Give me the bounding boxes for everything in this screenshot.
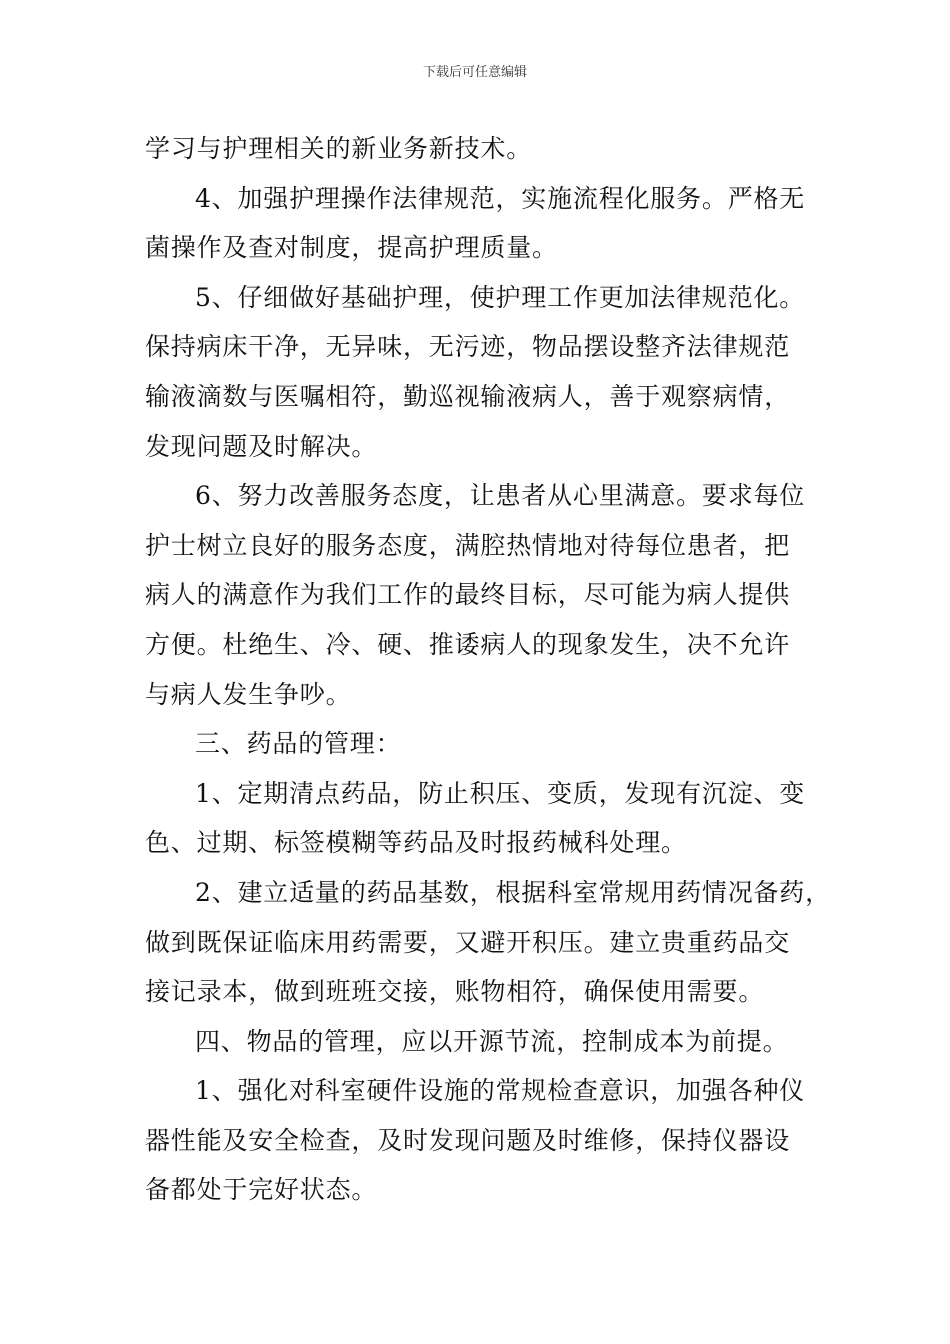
text-line: 1、强化对科室硬件设施的常规检查意识，加强各种仪	[195, 1076, 806, 1106]
section-heading: 四、物品的管理，应以开源节流，控制成本为前提。	[195, 1026, 789, 1056]
text-line: 接记录本，做到班班交接，账物相符，确保使用需要。	[145, 977, 765, 1007]
text-line: 病人的满意作为我们工作的最终目标，尽可能为病人提供	[145, 580, 791, 610]
section-heading: 三、药品的管理：	[195, 729, 402, 759]
text-line: 输液滴数与医嘱相符，勤巡视输液病人，善于观察病情，	[145, 381, 791, 411]
text-line: 色、过期、标签模糊等药品及时报药械科处理。	[145, 828, 687, 858]
text-line: 学习与护理相关的新业务新技术。	[145, 134, 533, 163]
text-line: 发现问题及时解决。	[145, 431, 378, 461]
text-line: 6、努力改善服务态度，让患者从心里满意。要求每位	[195, 481, 806, 511]
text-line: 2、建立适量的药品基数，根据科室常规用药情况备药，	[195, 877, 831, 907]
text-line: 器性能及安全检查，及时发现问题及时维修，保持仪器设	[145, 1125, 791, 1155]
text-line: 做到既保证临床用药需要，又避开积压。建立贵重药品交	[145, 927, 791, 957]
text-line: 备都处于完好状态。	[145, 1175, 378, 1205]
text-line: 1、定期清点药品，防止积压、变质，发现有沉淀、变	[195, 778, 806, 808]
text-line: 与病人发生争吵。	[145, 679, 352, 709]
text-line: 方便。杜绝生、冷、硬、推诿病人的现象发生，决不允许	[145, 629, 791, 659]
text-line: 保持病床干净，无异味，无污迹，物品摆设整齐法律规范	[145, 332, 791, 362]
text-line: 4、加强护理操作法律规范，实施流程化服务。严格无	[195, 183, 806, 213]
text-line: 菌操作及查对制度，提高护理质量。	[145, 233, 558, 263]
page-header: 下载后可任意编辑	[422, 65, 527, 80]
text-line: 5、仔细做好基础护理，使护理工作更加法律规范化。	[195, 282, 806, 312]
text-line: 护士树立良好的服务态度，满腔热情地对待每位患者，把	[145, 530, 791, 560]
document-body	[145, 124, 835, 1215]
